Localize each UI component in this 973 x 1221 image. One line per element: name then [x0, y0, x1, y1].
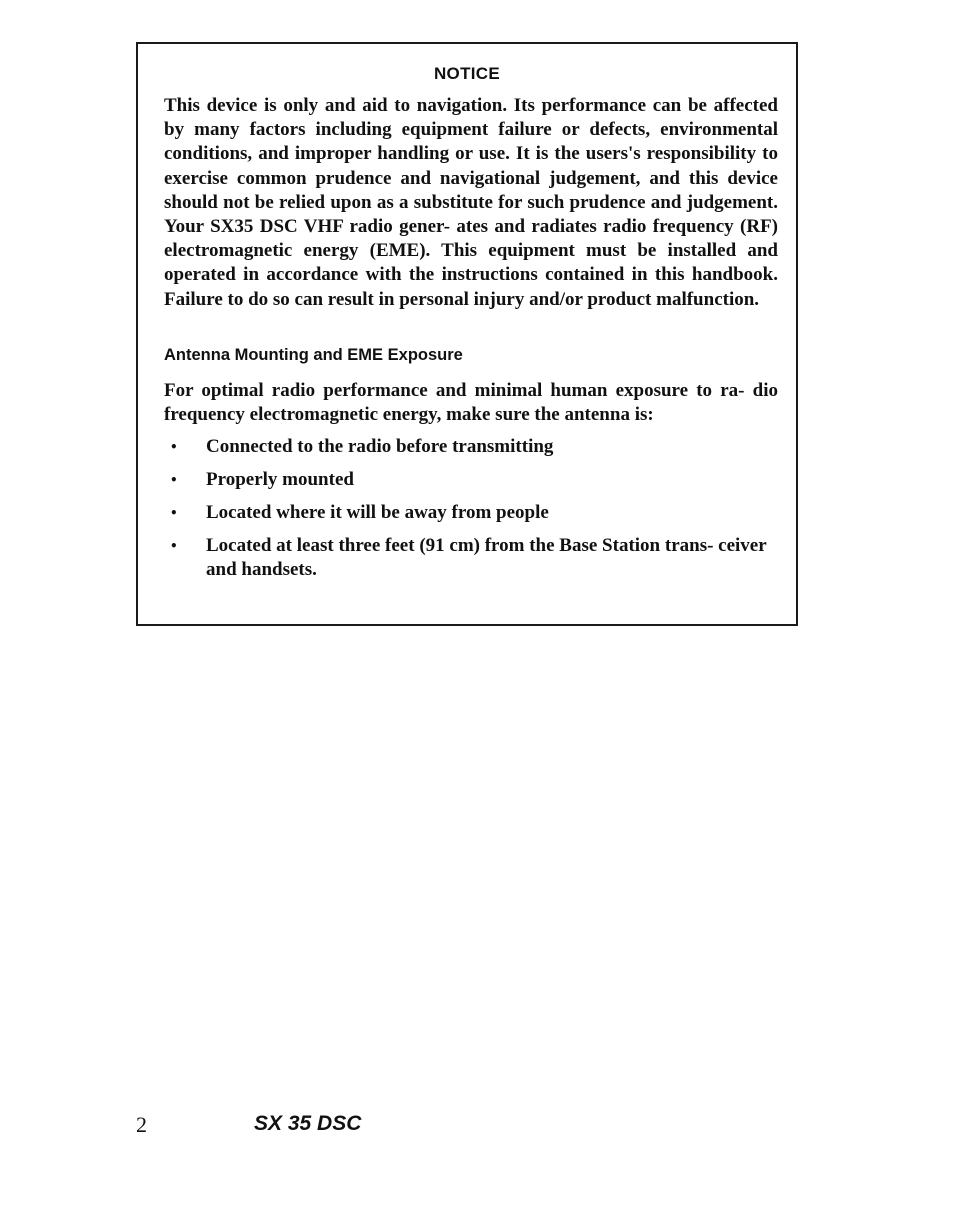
bullet-icon: • [170, 440, 178, 454]
antenna-section-intro: For optimal radio performance and minimal human exposure to ra- dio frequency electromagnetic energy, make sure the antenna is: [164, 380, 778, 426]
bullet-icon: • [170, 473, 178, 487]
bullet-icon: • [170, 539, 178, 553]
notice-body: This device is only and aid to navigation. Its performance can be affected by many factors including equipment failure or defects, environmental conditions, and improper handling or use. It is the users's responsibility to exercise common prudence and navigational judgement, and this device should not be relied upon as a substitute for such prudence and judgement. Your SX35 DSC VHF radio gener- ates and radiates radio frequency (RF) electromagnetic energy (EME). This equipment must be installed and operated in accordance with the instructions contained in this handbook. Failure to do so can result in personal injury and/or product malfunction. [164, 95, 778, 310]
list-item-text: Located at least three feet (91 cm) from the Base Station trans- ceiver and handsets. [206, 535, 767, 581]
notice-title: NOTICE [433, 64, 501, 83]
antenna-requirements-list [164, 435, 778, 591]
bullet-icon: • [170, 506, 178, 520]
page-number: 2 [136, 1112, 147, 1137]
list-item [164, 534, 778, 582]
list-item-text: Located where it will be away from people [206, 502, 549, 523]
list-item [164, 501, 778, 525]
list-item-text: Properly mounted [206, 469, 354, 490]
antenna-section-heading: Antenna Mounting and EME Exposure [164, 346, 463, 364]
list-item [164, 435, 778, 459]
list-item-text: Connected to the radio before transmitting [206, 436, 554, 457]
list-item [164, 468, 778, 492]
footer-title: SX 35 DSC [254, 1112, 362, 1135]
notice-box [136, 42, 798, 626]
